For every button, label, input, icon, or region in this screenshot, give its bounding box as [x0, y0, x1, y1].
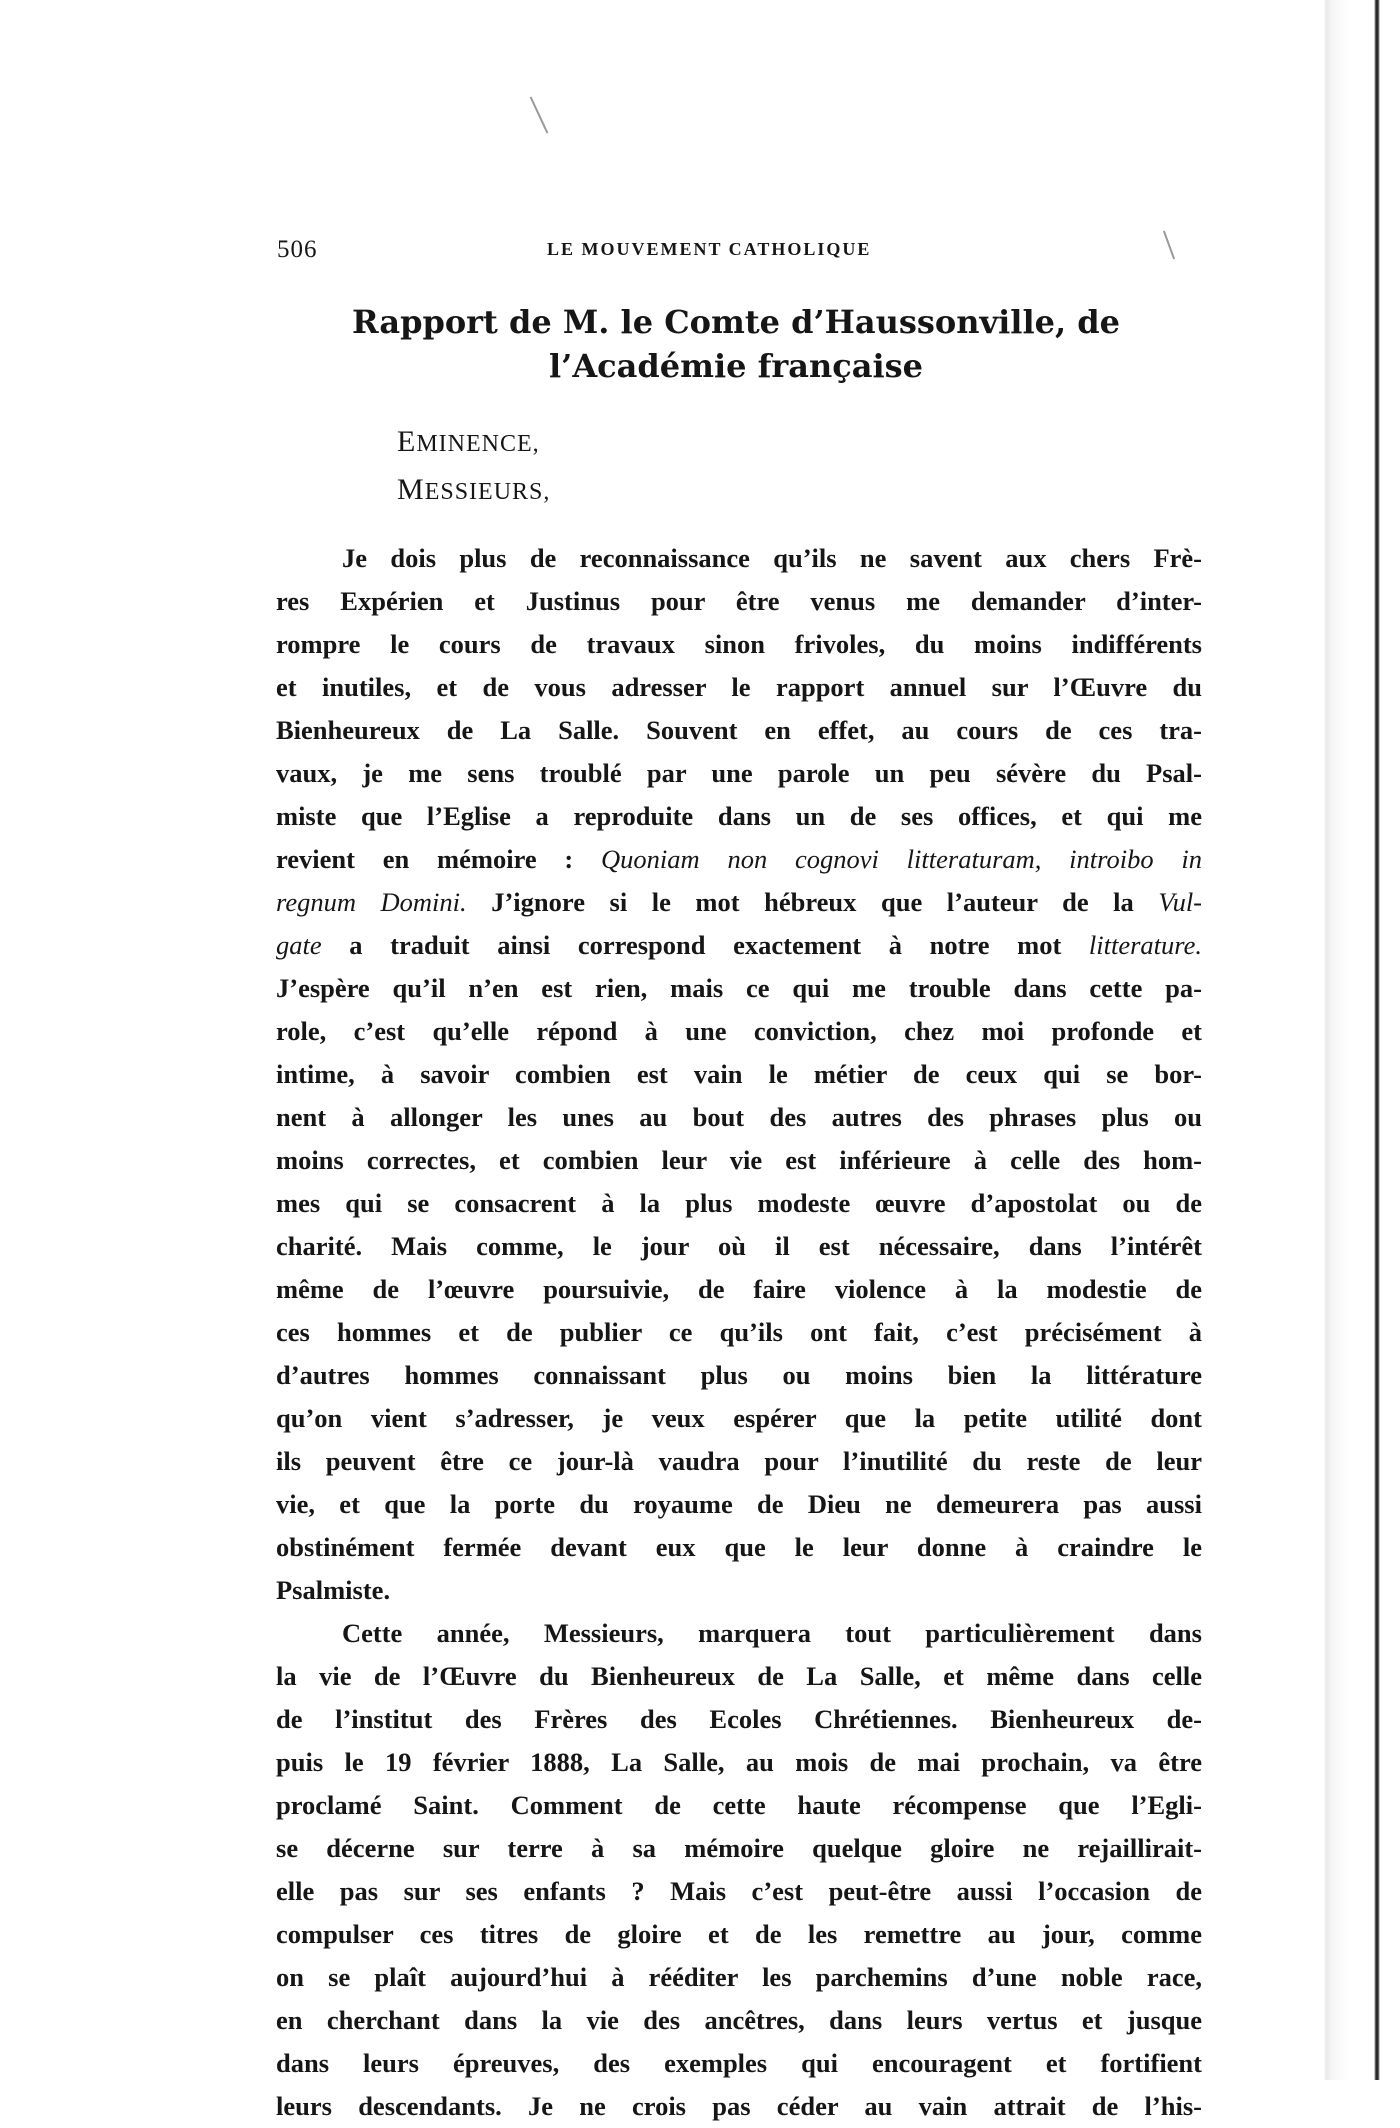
body-text: [276, 537, 1202, 2128]
text-line: vaux, je me sens troublé par une parole un peu sévère du Psal-: [276, 758, 1202, 788]
text-line: charité. Mais comme, le jour où il est nécessaire, dans l’intérêt: [276, 1231, 1202, 1261]
text-line: vie, et que la porte du royaume de Dieu ne demeurera pas aussi: [276, 1489, 1202, 1519]
text-line: la vie de l’Œuvre du Bienheureux de La Salle, et même dans celle: [276, 1661, 1202, 1691]
text-line: d’autres hommes connaissant plus ou moins bien la littérature: [276, 1360, 1202, 1390]
text-line: moins correctes, et combien leur vie est inférieure à celle des hom-: [276, 1145, 1202, 1175]
text-line: gate a traduit ainsi correspond exactement à notre mot litterature.: [276, 930, 1202, 960]
text-line: Je dois plus de reconnaissance qu’ils ne savent aux chers Frè-: [342, 543, 1202, 573]
text-line: revient en mémoire : Quoniam non cognovi litteraturam, introibo in: [276, 844, 1202, 874]
text-line: de l’institut des Frères des Ecoles Chrétiennes. Bienheureux de-: [276, 1704, 1202, 1734]
journal-title: LE MOUVEMENT CATHOLIQUE: [547, 239, 872, 259]
text-line: mes qui se consacrent à la plus modeste œuvre d’apostolat ou de: [276, 1188, 1202, 1218]
text-line: Cette année, Messieurs, marquera tout particulièrement dans: [342, 1618, 1202, 1648]
text-line: ces hommes et de publier ce qu’ils ont fait, c’est précisément à: [276, 1317, 1202, 1347]
text-line: compulser ces titres de gloire et de les remettre au jour, comme: [276, 1919, 1202, 1949]
article-title-line: l’Académie française: [549, 347, 923, 385]
salutation-messieurs: MESSIEURS,: [397, 473, 551, 506]
text-line: dans leurs épreuves, des exemples qui encouragent et fortifient: [276, 2048, 1202, 2078]
text-line: on se plaît aujourd’hui à rééditer les parchemins d’une noble race,: [276, 1962, 1202, 1992]
latin-quote: Quoniam non cognovi litteraturam, introibo in: [601, 844, 1202, 874]
text-line: elle pas sur ses enfants ? Mais c’est peut-être aussi l’occasion de: [276, 1876, 1202, 1906]
article-title-line: Rapport de M. le Comte d’Haussonville, de: [352, 303, 1120, 341]
text-line: Bienheureux de La Salle. Souvent en effet, au cours de ces tra-: [276, 715, 1202, 745]
text-line: qu’on vient s’adresser, je veux espérer que la petite utilité dont: [276, 1403, 1202, 1433]
text-line: Psalmiste.: [276, 1575, 391, 1605]
text-line: miste que l’Eglise a reproduite dans un de ses offices, et qui me: [276, 801, 1202, 831]
latin-quote: regnum Domini.: [276, 887, 467, 917]
text-line: leurs descendants. Je ne crois pas céder au vain attrait de l’his-: [276, 2091, 1202, 2121]
text-line: rompre le cours de travaux sinon frivoles, du moins indifférents: [276, 629, 1202, 659]
running-head: [277, 236, 1277, 266]
text-line: et inutiles, et de vous adresser le rapport annuel sur l’Œuvre du: [276, 672, 1202, 702]
article-title: [276, 300, 1196, 388]
adjacent-page-edge: [1310, 0, 1400, 2080]
text-line: ils peuvent être ce jour-là vaudra pour l’inutilité du reste de leur: [276, 1446, 1202, 1476]
text-line: proclamé Saint. Comment de cette haute récompense que l’Egli-: [276, 1790, 1202, 1820]
scan-mark: [530, 96, 549, 133]
salutation-eminence: EMINENCE,: [397, 425, 540, 458]
text-line: se décerne sur terre à sa mémoire quelque gloire ne rejaillirait-: [276, 1833, 1202, 1863]
page-number: 506: [277, 236, 318, 263]
text-line: obstinément fermée devant eux que le leur donne à craindre le: [276, 1532, 1202, 1562]
text-line: nent à allonger les unes au bout des autres des phrases plus ou: [276, 1102, 1202, 1132]
text-line: res Expérien et Justinus pour être venus me demander d’inter-: [276, 586, 1202, 616]
text-line: J’espère qu’il n’en est rien, mais ce qui me trouble dans cette pa-: [276, 973, 1202, 1003]
text-line: en cherchant dans la vie des ancêtres, dans leurs vertus et jusque: [276, 2005, 1202, 2035]
text-line: role, c’est qu’elle répond à une conviction, chez moi profonde et: [276, 1016, 1202, 1046]
text-line: puis le 19 février 1888, La Salle, au mois de mai prochain, va être: [276, 1747, 1202, 1777]
text-line: regnum Domini. J’ignore si le mot hébreux que l’auteur de la Vul-: [276, 887, 1202, 917]
text-line: même de l’œuvre poursuivie, de faire violence à la modestie de: [276, 1274, 1202, 1304]
text-line: intime, à savoir combien est vain le métier de ceux qui se bor-: [276, 1059, 1202, 1089]
